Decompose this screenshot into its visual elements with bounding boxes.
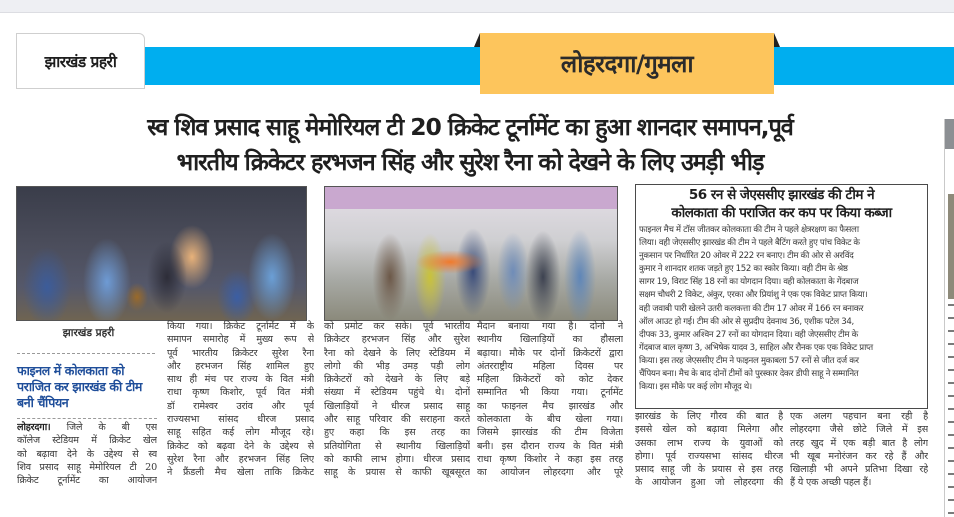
text-line: क्रिकेटरों को देखने के लिए बड़े [324,374,470,386]
text-line: कोलकाता के बीच खेला गया। [477,414,623,426]
article-headline [0,110,940,180]
section-tab [480,33,774,94]
team-group-photo [16,186,307,321]
text-line: उसका लाभ राज्य के युवाओं को [635,437,783,449]
text-line: डॉ रामेश्वर उरांव और पूर्व [167,400,314,412]
text-line: राधा कृष्ण किशोर ने कहा इस तरह [477,453,623,465]
text-line: तरह खुद में एक बड़ी बात है लोग [790,437,928,449]
text-line: एक अलग पहचान बना रही है [790,411,928,422]
text-line: कॉलेज स्टेडियम में क्रिकेट खेल [17,435,157,447]
text-line: गेंदबाज बाल कृष्ण 3, अभिषेक यादव 3, साहिल और रौनक एक एक विकेट प्राप्त [639,342,873,353]
text-line: भी खूब मनोरंजन कर रहे हैं और [790,450,928,462]
text-line: इससे खेल को बढ़ावा मिलेगा और [635,424,783,436]
text-line: खिलाड़ी भी अपने प्रतिभा दिखा रहे [790,464,928,476]
text-line: और हरभजन सिंह शामिल हुए [167,360,314,372]
text-line: दीपक 33, कुमार अश्विन 27 रनों का योगदान दिया। वही जेएससीए टीम के [639,329,858,340]
text-line: क्रिकेट टूर्नामेंट का आयोजन [17,475,157,487]
text-line: रैना को देखने के लिए स्टेडियम में [324,347,470,359]
brand-name: झारखंड प्रहरी [44,53,117,71]
match-summary-title [636,187,927,222]
text-line: क्रिकेटर हरभजन सिंह और सुरेश [324,334,470,346]
text-line: को बढ़ावा देने के उद्देश्य से स्व [17,448,157,460]
next-page-photo [948,194,954,299]
text-line: और साहू परिवार की सराहना करते [324,414,470,426]
text-line: राज्यसभा सांसद धीरज प्रसाद [167,414,314,426]
text-line: का फाइनल मैच झारखंड और [477,400,623,412]
text-line: पूर्व भारतीय क्रिकेटर सुरेश रैना [167,347,314,359]
match-summary-box [635,184,928,409]
headline-line-2: भारतीय क्रिकेटर हरभजन सिंह और सुरेश रैना को देखने के लिए उमड़ी भीड़ [176,148,764,176]
text-line: वही जवाबी पारी खेलने उतरी कलकत्ता की टीम 17 ओवर में 166 रन बनाकर [639,303,864,314]
text-line: मैदान बनाया गया है। दोनो ने [477,321,623,332]
text-line: किया। इस मौके पर कई लोग मौजूद थे। [639,382,752,393]
divider-bottom [17,418,157,419]
text-line: बनी। इस दौरान राज्य के वित मंत्री [477,440,623,452]
text-line: ने फ्रैंडली मैच खेला ताकि क्रिकेट [167,467,314,479]
text-line: साथ ही मंच पर राज्य के वित मंत्री [167,374,314,386]
text-line: को प्रमोट कर सके। पूर्व भारतीय [324,321,470,332]
text-line: प्रसाद साहू जी के प्रयास से इस तरह [635,464,783,476]
text-line: स्थानीय खिलाड़ियों का हौसला [477,334,623,346]
photo-credit: झारखंड प्रहरी [62,327,115,339]
text-line: लिया। वही जेएससीए झारखंड की टीम ने पहले बैटिंग करते हुए पांच विकेट के [639,238,860,249]
text-line: फाइनल मैच में टॉस जीतकर कोलकाता की टीम ने पहले क्षेत्ररक्षण का फैसला [639,225,859,235]
text-line: झारखंड के लिए गौरव की बात है [635,411,783,422]
text-line: का आयोजन लोहरदगा और पूरे [477,467,623,479]
text-line: को काफी लाभ होगा। धीरज प्रसाद [324,453,470,465]
next-page-tab [945,119,954,149]
text-line: चैंपियन बना। मैच के बाद दोनों टीमों को पुरस्कार देकर डीपी साहू ने सम्मानित [639,369,859,380]
section-tab-notch-right [774,33,780,47]
text-line: नुकसान पर निर्धारित 20 ओवर में 222 रन बनाए। टीम की ओर से अरविंद [639,251,854,262]
article-column-2 [167,320,314,480]
text-line: साहू सहित कई लोग मौजूद रहे। [167,427,314,439]
box-title-line-1: 56 रन से जेएससीए झारखंड की टीम ने [688,187,875,203]
text-line: राधा कृष्ण किशोर, पूर्व वित मंत्री [167,387,314,399]
text-line: सागर 19, विराट सिंह 18 रनों का योगदान दिया। वही कोलकाता के गेंदबाज [639,277,859,288]
text-line: बढ़ाया। मौके पर दोनों क्रिकेटरों द्वारा [477,347,623,359]
text-line: लोहरदगा जैसे छोटे जिले में इस [790,424,928,436]
text-line: महिला क्रिकेटरों को कोट देकर [477,374,623,386]
text-line: किया। इस तरह जेएससीए टीम ने फाइनल मुकाबला 57 रनों से जीत दर्ज कर [639,355,859,366]
text-line: अंतरराष्ट्रीय महिला दिवस पर [477,360,623,372]
text-line: कुमार ने शानदार शतक जड़ते हुए 152 का स्कोर किया। वही टीम के श्रेष्ठ [639,264,848,275]
text-line: ऑल आउट हो गई। टीम की ओर से सुप्रदीप देवनाथ 36, एशीक पटेल 34, [639,316,854,327]
text-line: प्रतियोगिता से स्थानीय खिलाड़ियों [324,440,470,452]
headline-line-1: स्व शिव प्रसाद साहू मेमोरियल टी 20 क्रिकेट टूर्नामेंट का हुआ शानदार समापन,पूर्व [147,113,793,141]
text-line: लोगो की भीड़ उमड़ पड़ी लोग [324,360,470,372]
box-title-line-2: कोलकाता की पराजित कर कप पर किया कब्जा [671,204,892,221]
text-line: खिलाड़ियों ने धीरज प्रसाद साहू [324,400,470,412]
section-title: लोहरदगा/गुमला [560,50,694,78]
next-page-text [948,304,954,514]
text-line: सुरेश रैना और हरभजन सिंह लिए [167,453,314,465]
text-line: हुए कहा कि इस तरह का [324,427,470,439]
brand-logo [16,33,145,89]
article-column-3 [324,320,470,480]
text-line: सम्मानित भी किया गया। टूर्नामेंट [477,387,623,399]
match-summary-body [639,224,926,394]
viewer-top-bar [0,0,954,13]
text-line: के आयोजन हुआ जो लोहरदगा की [635,477,783,489]
text-line: होगा। पूर्व राज्यसभा सांसद धीरज [635,450,783,462]
text-line: किया गया। क्रिकेट टूर्नामेंट में के [167,321,314,332]
text-line: संख्या में स्टेडियम पहुंचे थे। दोनों [324,387,470,399]
article-column-6 [790,410,928,490]
article-subhead: फाइनल में कोलकाता को पराजित कर झारखंड की टीम बनी चैंपियन [17,363,142,410]
article-column-5 [635,410,783,490]
article-column-1: लोहरदगा। जिले के बी एस कॉलेज स्टेडियम में क्रिकेट खेल को बढ़ावा देने के उद्देश्य से स्व शिव प्रसाद साहू मेमोरियल टी 20 क्रिकेट टूर्नामेंट का आयोजन [17,422,157,487]
text-line: जिसमे झारखंड की टीम विजेता [477,427,623,439]
text-line: हैं ये एक अच्छी पहल हैं। [790,477,872,489]
text-line: साहू के प्रयास से काफी खूबसूरत [324,467,470,479]
trophy-presentation-photo [324,186,618,321]
text-line: क्रिकेट को बढ़वा देने के उद्देश्य से [167,440,314,452]
text-line: समापन समारोह में मुख्य रूप से [167,334,314,346]
text-line: सक्षम चौधरी 2 विकेट, अंकुर, एरका और प्रियांशु ने एक एक विकेट प्राप्त किया। [639,290,868,301]
text-line: शिव प्रसाद साहू मेमोरियल टी 20 [17,461,157,473]
divider-top [17,353,155,354]
next-page-edge[interactable] [944,119,954,517]
dateline: लोहरदगा। [17,422,51,433]
article-column-4 [477,320,623,480]
